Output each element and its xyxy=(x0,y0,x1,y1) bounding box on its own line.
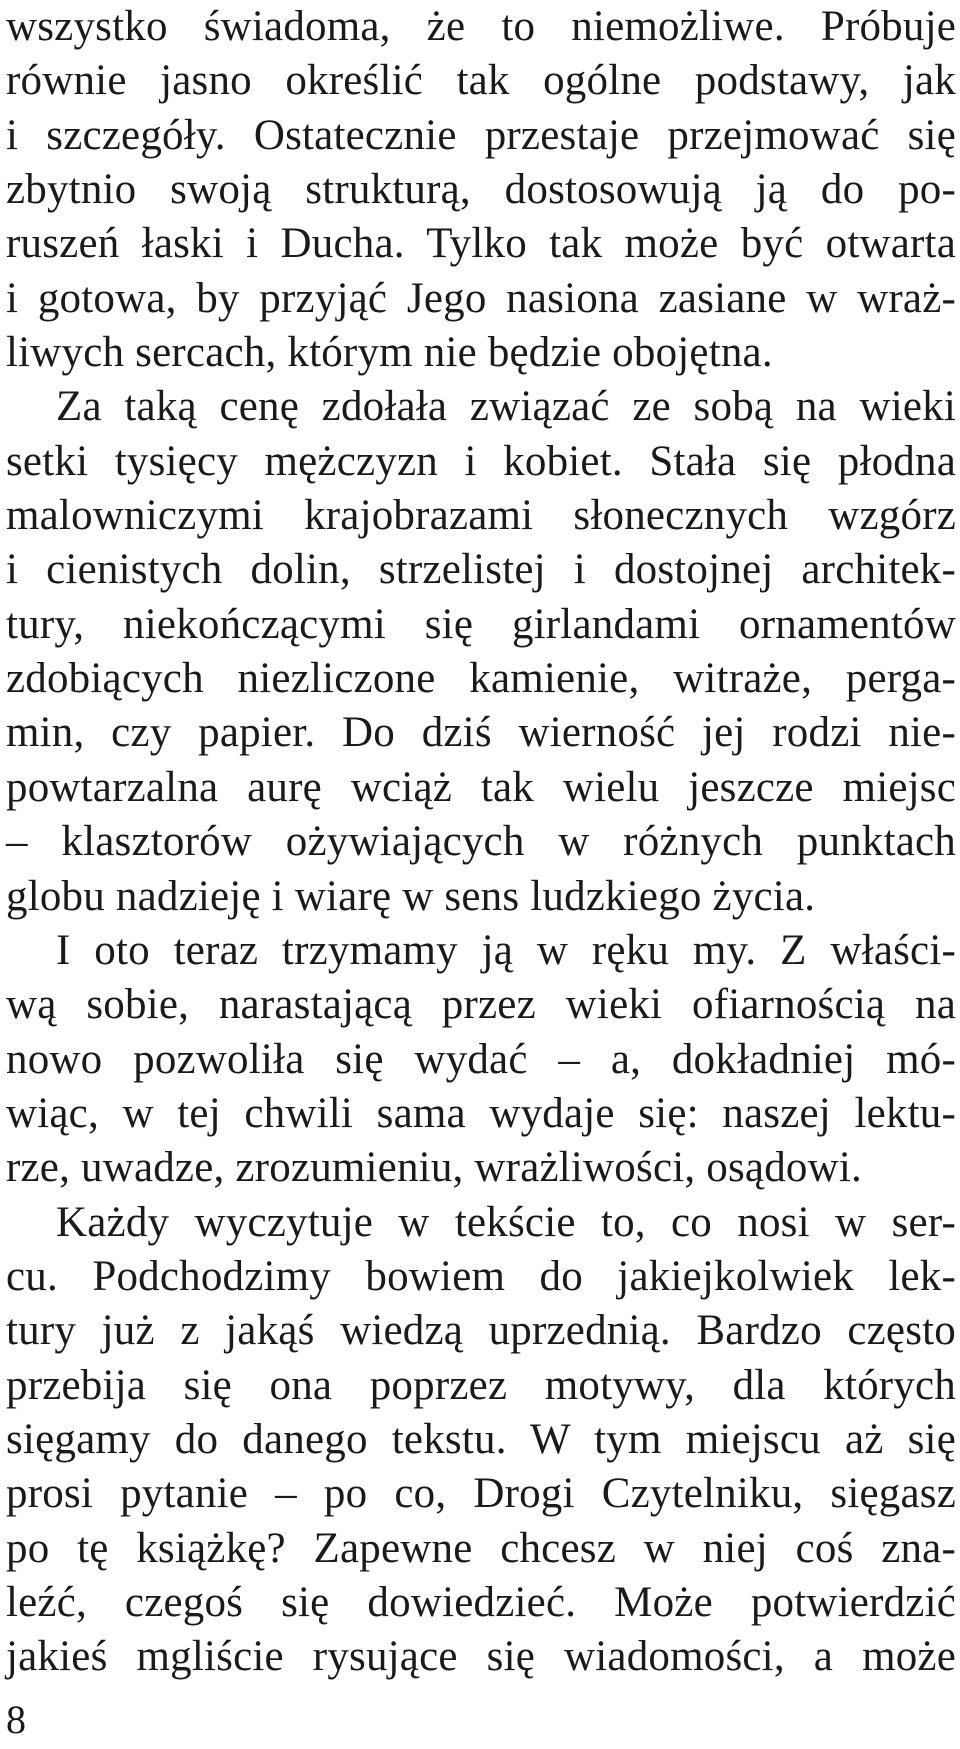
text-line: leźć, czegoś się dowiedzieć. Może potwierdzić xyxy=(6,1578,956,1626)
text-line: tury, niekończącymi się girlandami ornamentów xyxy=(6,600,956,648)
text-line: zdobiących niezliczone kamienie, witraże, perga- xyxy=(6,655,956,703)
text-line: rze, uwadze, zrozumieniu, wrażliwości, osądowi. xyxy=(6,1144,862,1192)
text-line: liwych sercach, którym nie będzie obojętna. xyxy=(6,329,773,377)
text-line: prosi pytanie – po co, Drogi Czytelniku, sięgasz xyxy=(6,1470,956,1518)
text-line: i gotowa, by przyjąć Jego nasiona zasiane w wraż- xyxy=(6,274,956,322)
text-line: przebija się ona poprzez motywy, dla których xyxy=(6,1361,956,1409)
text-line: sięgamy do danego tekstu. W tym miejscu aż się xyxy=(6,1415,956,1463)
text-line: i cienistych dolin, strzelistej i dostojnej architek- xyxy=(6,546,956,594)
text-line: nowo pozwoliła się wydać – a, dokładniej mó- xyxy=(6,1035,956,1083)
body-text xyxy=(6,0,956,1685)
page-number: 8 xyxy=(6,1697,26,1742)
text-line: wszystko świadoma, że to niemożliwe. Próbuje xyxy=(6,3,956,50)
paragraph-start-line: Każdy wyczytuje w tekście to, co nosi w ser- xyxy=(56,1198,956,1246)
text-line: wiąc, w tej chwili sama wydaje się: naszej lektu- xyxy=(6,1089,956,1137)
text-line: i szczegóły. Ostatecznie przestaje przejmować się xyxy=(6,111,956,159)
text-line: ruszeń łaski i Ducha. Tylko tak może być otwarta xyxy=(6,220,956,268)
text-line: powtarzalna aurę wciąż tak wielu jeszcze miejsc xyxy=(6,763,956,811)
text-line: cu. Podchodzimy bowiem do jakiejkolwiek lek- xyxy=(6,1252,956,1300)
text-line: równie jasno określić tak ogólne podstawy, jak xyxy=(6,57,956,105)
text-line: zbytnio swoją strukturą, dostosowują ją do po- xyxy=(6,166,956,214)
text-line: globu nadzieję i wiarę w sens ludzkiego życia. xyxy=(6,872,816,920)
text-line: wą sobie, narastającą przez wieki ofiarnością na xyxy=(6,981,956,1029)
text-line: po tę książkę? Zapewne chcesz w niej coś zna- xyxy=(6,1524,956,1572)
text-line: – klasztorów ożywiających w różnych punktach xyxy=(6,818,956,866)
paragraph-start-line: Za taką cenę zdołała związać ze sobą na wieki xyxy=(56,383,956,431)
text-line: tury już z jakąś wiedzą uprzednią. Bardzo często xyxy=(6,1307,956,1355)
paragraph-start-line: I oto teraz trzymamy ją w ręku my. Z właści- xyxy=(56,926,956,974)
text-line: jakieś mgliście rysujące się wiadomości, a może xyxy=(6,1633,956,1681)
text-line: min, czy papier. Do dziś wierność jej rodzi nie- xyxy=(6,709,956,757)
text-line: setki tysięcy mężczyzn i kobiet. Stała się płodna xyxy=(6,437,956,485)
text-line: malowniczymi krajobrazami słonecznych wzgórz xyxy=(6,492,956,540)
